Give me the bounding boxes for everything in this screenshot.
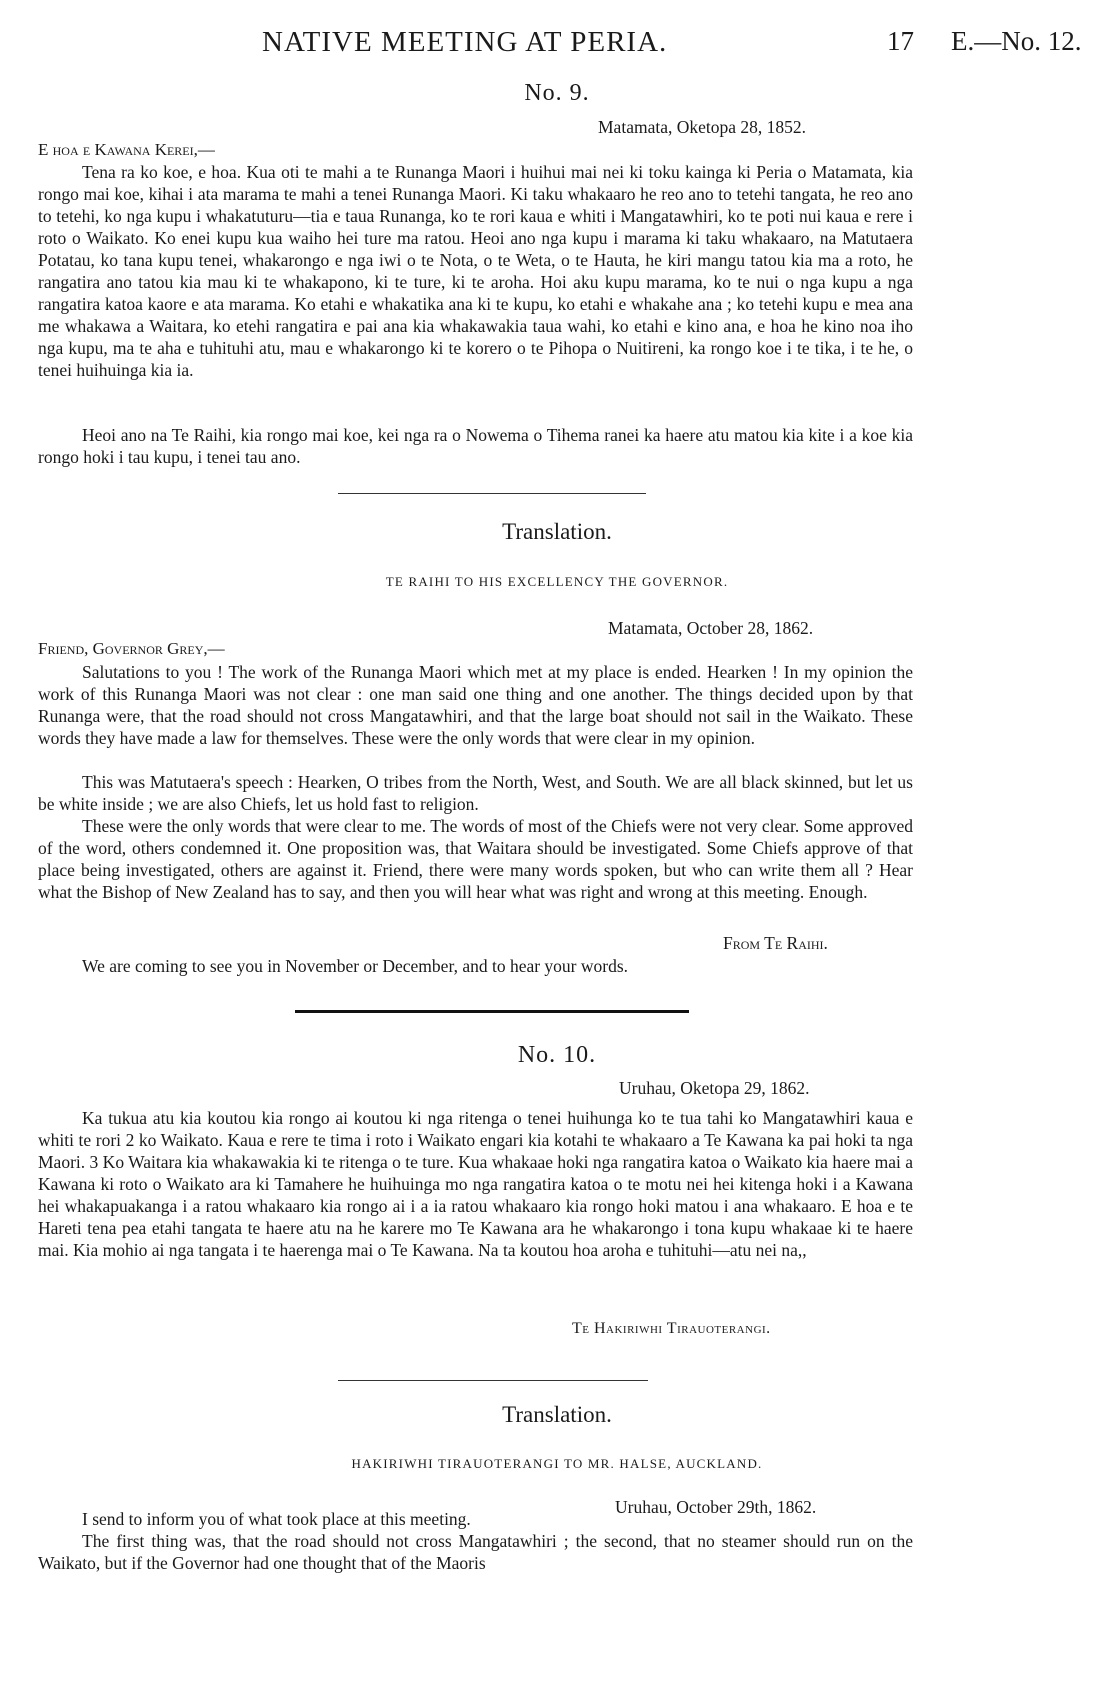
letter-number: No. 9. [524,80,590,106]
divider [338,1380,648,1381]
postscript: We are coming to see you in November or December, and to hear your words. [82,956,629,976]
letter-paragraph: Tena ra ko koe, e hoa. Kua oti te mahi a te Runanga Maori i huihui mai nei ki toku kainga ki Peria o Matamata, kia rongo mai koe, kihai i ata marama te mahi a tenei Runanga Maori. Ki taku whakaaro he reo ano to tetehi tangata, he reo ano to tetehi, ko nga kupu i whakatuturu—tia e taua Runanga, ko te rori kaua e whiti i Mangatawhiri, ko te poti nui kaua e rere i roto o Waikato. Ko enei kupu kua waiho hei ture ma ratou. Heoi ano nga kupu i marama ki taku whakaaro, na Matutaera Potatau, ko tana kupu tenei, whakarongo e nga iwi o te Nota, o te Weta, o te Hauta, he kiri mangu tatou kia ma a roto, he rangatira ano tatou kia mau ki te whakapono, ki te ture, ki te aroha. Hoi aku kupu marama, ko te nui o nga kupu a nga rangatira katoa kaore e ata marama. Ko etahi e whakatika ana ki te kupu, ko etahi e whakahe ana ; ko tetehi kupu e mea ana me whakawa a Waitara, ko etehi rangatira e pai ana kia whakawakia taua wahi, ko etahi e kino ana, e hoa he kino noa iho nga kupu, ma te aha e tuhituhi atu, mau e whakarongo ki te korero o te Pihopa o Nuitireni, ka rongo koe i te tika, i te he, o tenei huihuinga kia ia. [38,162,913,380]
salutation: Friend, Governor Grey,— [38,639,225,658]
page-number: 17 [887,26,914,56]
letter-paragraph: The first thing was, that the road should not cross Mangatawhiri ; the second, that no steamer should run on the Waikato, but if the Governor had one thought that of the Maoris [38,1531,913,1573]
translation-subheading: HAKIRIWHI TIRAUOTERANGI TO MR. HALSE, AUCKLAND. [351,1456,763,1471]
running-title: NATIVE MEETING AT PERIA. [262,26,668,58]
dateline: Uruhau, Oketopa 29, 1862. [619,1078,810,1098]
dateline: Matamata, Oketopa 28, 1852. [598,117,807,137]
letter-paragraph: Ka tukua atu kia koutou kia rongo ai koutou ki nga ritenga o tenei huihunga ko te tua tahi ko Mangatawhiri kaua e whiti te rori 2 ko Waikato. Kaua e rere te tima i roto i Waikato engari kia kotahi te whakaaro a Te Kawana ka pai hoki ta nga Maori. 3 Ko Waitara kia whakawakia ki te ritenga o te ture. Kua whakaae hoki nga rangatira katoa o Waikato kia haere mai a Kawana ki roto o Waikato ara ki Tamahere he huihuinga mo nga rangatira katoa o te motu nei hei kitenga hoki i a Kawana hei whakapuakanga i a ratou whakaaro kia rongo ai i a ia ratou whakaaro kia rongo hoki matou i ana whakaaro. E hoa e te Hareti tena pea etahi tangata te haere atu na he karere mo Te Kawana ara he whakarongo i tona kupu whakaae ki te haere mai. Kia mohio ai nga tangata i te haerenga mai o Te Kawana. Na ta koutou hoa aroha e tuhituhi—atu nei na,, [38,1108,913,1260]
letter-paragraph: Salutations to you ! The work of the Runanga Maori which met at my place is ended. Hearken ! In my opinion the work of this Runanga Maori was not clear : one man said one thing and one another. The things decided upon by that Runanga were, that the road should not cross Mangatawhiri, and that the large boat should not sail in the Waikato. These words they have made a law for themselves. These were the only words that were clear in my opinion. [38,662,913,748]
section-divider [295,1010,689,1013]
dateline: Uruhau, October 29th, 1862. [615,1497,817,1517]
translation-heading: Translation. [502,519,612,544]
signature: From Te Raihi. [723,933,828,953]
letter-paragraph: These were the only words that were clear to me. The words of most of the Chiefs were not very clear. Some approved of the word, others condemned it. One proposition was, that Waitara should be investigated. Some Chiefs approve of that place being investigated, others are against it. Friend, there were many words spoken, but who can write them all ? Hear what the Bishop of New Zealand has to say, and then you will hear what was right and wrong at this meeting. Enough. [38,816,913,902]
letter-paragraph: This was Matutaera's speech : Hearken, O tribes from the North, West, and South. We are all black skinned, but let us be white inside ; we are also Chiefs, let us hold fast to religion. [38,772,913,814]
letter-number: No. 10. [517,1042,597,1068]
signature: Te Hakiriwhi Tirauoterangi. [572,1320,771,1337]
letter-paragraph: I send to inform you of what took place at this meeting. [82,1509,471,1529]
dateline: Matamata, October 28, 1862. [608,618,814,638]
divider [338,493,646,494]
translation-heading: Translation. [502,1402,612,1427]
document-reference: E.—No. 12. [951,26,1082,56]
letter-paragraph: Heoi ano na Te Raihi, kia rongo mai koe, kei nga ra o Nowema o Tihema ranei ka haere atu matou kia kite i a koe kia rongo hoki i tau kupu, i tenei tau ano. [38,425,913,467]
translation-subheading: TE RAIHI TO HIS EXCELLENCY THE GOVERNOR. [385,574,729,589]
salutation: E hoa e Kawana Kerei,— [38,140,215,159]
